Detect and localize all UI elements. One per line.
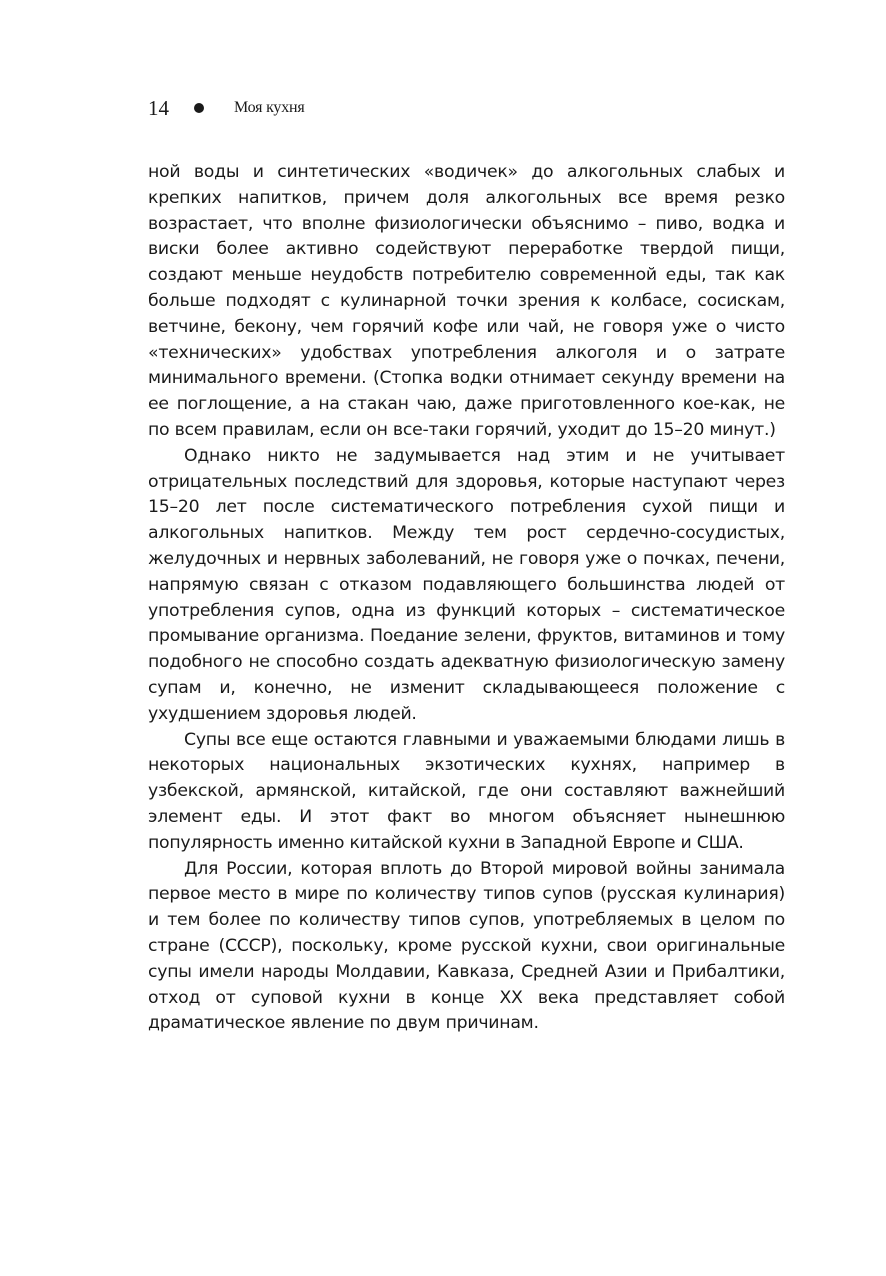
- paragraph-3: Супы все еще остаются главными и уважаемыми блюдами лишь в некоторых национальных экзотических кухнях, например в узбекской, армянской, китайской, где они составляют важнейший элемент еды. И этот факт во многом объясняет нынешнюю популярность именно китайской кухни в Западной Европе и США.: [148, 729, 785, 853]
- paragraph-2: Однако никто не задумывается над этим и не учитывает отрицательных последствий для здоровья, которые наступают через 15–20 лет после систематического потребления сухой пищи и алкогольных напитков. Между тем рост сердечно-сосудистых, желудочных и нервных заболеваний, не говоря уже о почках, печени, напрямую связан с отказом подавляющего большинства людей от употребления супов, одна из функций которых – систематическое промывание организма. Поедание зелени, фруктов, витаминов и тому подобного не способно создать адекватную физиологическую замену супам и, конечно, не изменит складывающееся положение с ухудшением здоровья людей.: [148, 445, 785, 724]
- paragraph-1: ной воды и синтетических «водичек» до алкогольных слабых и крепких напитков, причем доля алкогольных все время резко возрастает, что вполне физиологически объяснимо – пиво, водка и виски более активно содействуют переработке твердой пищи, создают меньше неудобств потребителю современной еды, так как больше подходят с кулинарной точки зрения к колбасе, сосискам, ветчине, бекону, чем горячий кофе или чай, не говоря уже о чисто «технических» удобствах употребления алкоголя и о затрате минимального времени. (Стопка водки отнимает секунду времени на ее поглощение, а на стакан чаю, даже приготовленного кое-как, не по всем правилам, если он все-таки горячий, уходит до 15–20 минут.): [148, 162, 785, 440]
- running-header: [148, 96, 305, 120]
- body-text: [148, 160, 785, 1037]
- bullet-icon: [194, 103, 204, 113]
- page-number: 14: [148, 96, 169, 120]
- book-title: Моя кухня: [234, 99, 305, 116]
- paragraph-4: Для России, которая вплоть до Второй мировой войны занимала первое место в мире по количеству типов супов (русская кулинария) и тем более по количеству типов супов, употребляемых в целом по стране (СССР), поскольку, кроме русской кухни, свои оригинальные супы имели народы Молдавии, Кавказа, Средней Азии и Прибалтики, отход от суповой кухни в конце XX века представляет собой драматическое явление по двум причинам.: [148, 858, 785, 1034]
